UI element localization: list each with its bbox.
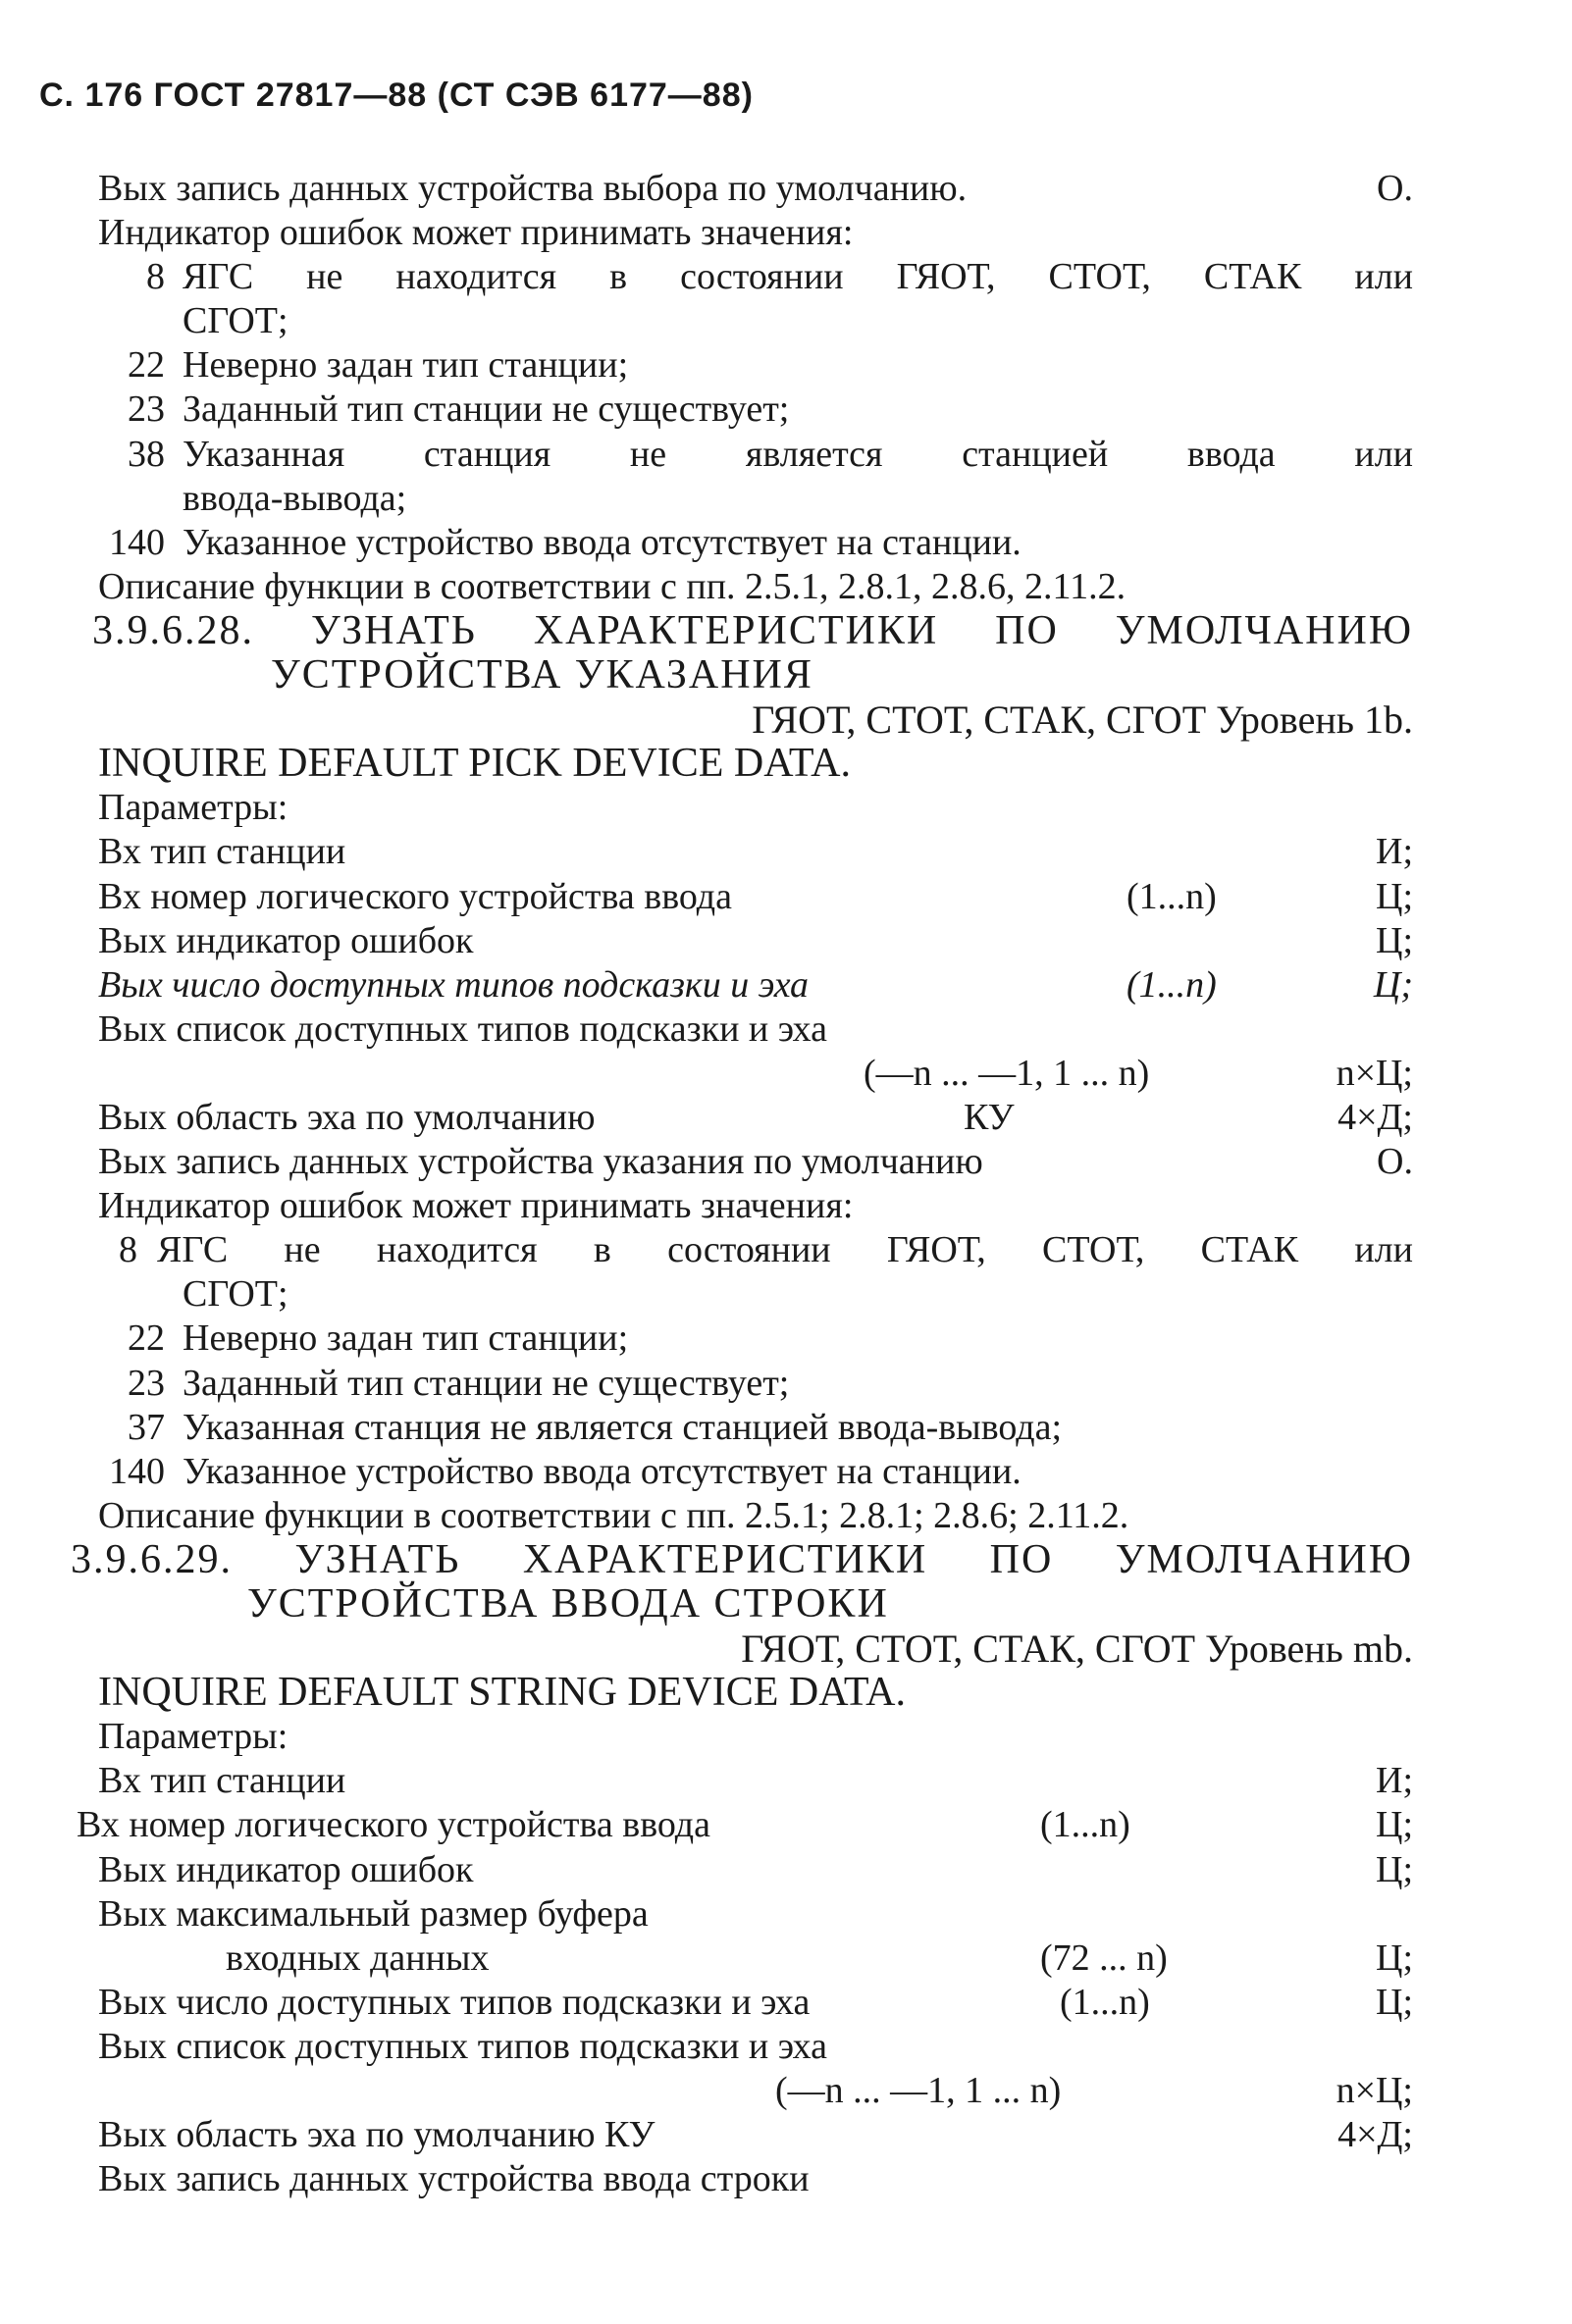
parameter-row: Вых индикатор ошибок Ц;	[98, 919, 1413, 961]
list-item: 8 ЯГС не находится в состоянии ГЯОТ, СТОТ, СТАК или	[119, 1229, 1413, 1271]
text-line: Описание функции в соответствии с пп. 2.5.1; 2.8.1; 2.8.6; 2.11.2.	[98, 1494, 1129, 1536]
list-item: 38 Указанная станция не является станцией ввода или	[128, 433, 1413, 475]
list-item: 140 Указанное устройство ввода отсутствует на станции.	[109, 521, 1022, 563]
list-item: 8 ЯГС не находится в состоянии ГЯОТ, СТОТ, СТАК или	[146, 256, 1413, 298]
parameters-label: Параметры:	[98, 787, 288, 829]
parameter-row: Вых число доступных типов подсказки и эха (1...n) Ц;	[98, 1981, 1413, 2023]
parameter-row: Вых запись данных устройства указания по умолчанию О.	[98, 1141, 1413, 1183]
parameter-row: входных данных (72 ... n) Ц;	[226, 1937, 1413, 1979]
document-body	[71, 167, 1413, 2201]
parameter-row: Вых индикатор ошибок Ц;	[98, 1848, 1413, 1890]
page-header: С. 176 ГОСТ 27817—88 (СТ СЭВ 6177—88)	[39, 77, 754, 114]
list-item: 140 Указанное устройство ввода отсутствует на станции.	[109, 1450, 1022, 1492]
parameter-row: Вх тип станции И;	[98, 831, 1413, 873]
parameter-row: Вх тип станции И;	[98, 1760, 1413, 1802]
function-english-name: INQUIRE DEFAULT STRING DEVICE DATA.	[98, 1670, 906, 1716]
text-line: СГОТ;	[183, 1273, 288, 1316]
parameter-row: Вых число доступных типов подсказки и эха (1...n) Ц;	[98, 963, 1413, 1006]
parameter-row: Вых список доступных типов подсказки и эха	[98, 2025, 827, 2067]
parameter-row: (—n ... —1, 1 ... n) n×Ц;	[775, 2070, 1413, 2112]
parameter-row: Вых список доступных типов подсказки и эха	[98, 1007, 827, 1050]
text-line: Индикатор ошибок может принимать значения:	[98, 1185, 854, 1227]
text-line: СГОТ;	[183, 300, 288, 342]
parameter-row: Вых область эха по умолчанию КУ 4×Д;	[98, 2114, 1413, 2156]
parameter-row: Вх номер логического устройства ввода (1...n) Ц;	[77, 1804, 1413, 1846]
parameters-label: Параметры:	[98, 1716, 288, 1758]
list-item: 23 Заданный тип станции не существует;	[128, 1362, 790, 1404]
text-line: Индикатор ошибок может принимать значения:	[98, 212, 854, 254]
text-line: ввода-вывода;	[183, 477, 407, 519]
section-heading: 3.9.6.28. УЗНАТЬ ХАРАКТЕРИСТИКИ ПО УМОЛЧАНИЮ	[92, 607, 1413, 653]
parameter-row: Вх номер логического устройства ввода (1...n) Ц;	[98, 875, 1413, 917]
function-english-name: INQUIRE DEFAULT PICK DEVICE DATA.	[98, 741, 852, 787]
parameter-row: (—n ... —1, 1 ... n) n×Ц;	[864, 1052, 1413, 1094]
parameter-row: Вых область эха по умолчанию КУ 4×Д;	[98, 1096, 1413, 1138]
section-level-line: ГЯОТ, СТОТ, СТАК, СГОТ Уровень mb.	[741, 1627, 1413, 1672]
list-item: 23 Заданный тип станции не существует;	[128, 388, 790, 431]
list-item: 22 Неверно задан тип станции;	[128, 344, 629, 387]
section-level-line: ГЯОТ, СТОТ, СТАК, СГОТ Уровень 1b.	[752, 697, 1413, 743]
section-heading: 3.9.6.29. УЗНАТЬ ХАРАКТЕРИСТИКИ ПО УМОЛЧАНИЮ	[71, 1536, 1413, 1582]
section-heading-cont: УСТРОЙСТВА УКАЗАНИЯ	[271, 652, 813, 698]
list-item: 22 Неверно задан тип станции;	[128, 1317, 629, 1360]
parameter-row: Вых запись данных устройства ввода строки	[98, 2158, 810, 2200]
section-heading-cont: УСТРОЙСТВА ВВОДА СТРОКИ	[247, 1581, 889, 1627]
text-line: Описание функции в соответствии с пп. 2.5.1, 2.8.1, 2.8.6, 2.11.2.	[98, 565, 1127, 607]
list-item: 37 Указанная станция не является станцией ввода-вывода;	[128, 1406, 1063, 1448]
parameter-row: Вых максимальный размер буфера	[98, 1892, 649, 1935]
text-line: Вых запись данных устройства выбора по умолчанию. О.	[98, 168, 1413, 209]
